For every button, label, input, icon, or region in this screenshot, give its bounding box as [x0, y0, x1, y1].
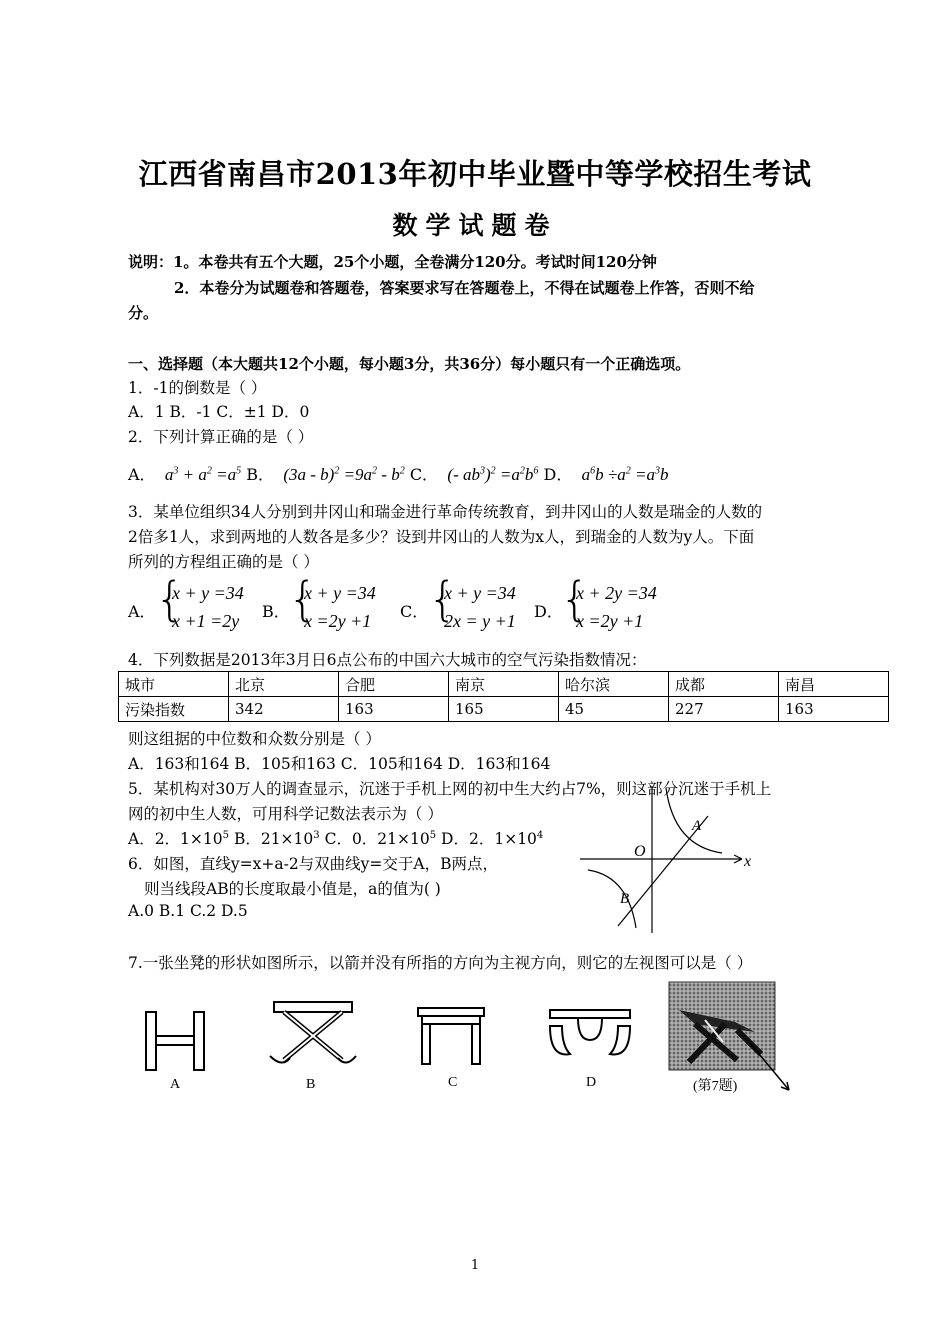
- table-cell: 163: [339, 697, 449, 722]
- exam-subtitle: 数学试题卷: [392, 211, 558, 240]
- q3-system-d: [576, 583, 657, 639]
- q3-label-c: C．: [400, 602, 429, 621]
- q7-view-c: [408, 994, 494, 1092]
- q3-label-a: A．: [128, 602, 156, 621]
- q3-a-eq1: x + y =34: [172, 583, 244, 603]
- instructions-line-2: 2．本卷分为试题卷和答题卷，答案要求写在答题卷上，不得在试题卷上作答，否则不给: [174, 279, 755, 297]
- q4-stem: 4．下列数据是2013年3月日6点公布的中国六大城市的空气污染指数情况：: [128, 651, 647, 669]
- q5-exp-d: 4: [536, 829, 544, 841]
- q3-b-eq2: x =2y +1: [304, 611, 372, 631]
- exam-title: 江西省南昌市2013年初中毕业暨中等学校招生考试: [138, 157, 812, 191]
- q3-a-eq2: x +1 =2y: [172, 611, 240, 631]
- q2-label-a: A．: [128, 465, 156, 484]
- q7-figure-caption: (第7题): [693, 1079, 738, 1094]
- q5-options: [128, 827, 543, 849]
- q7-stool-photo: [665, 980, 797, 1098]
- q3-label-d: D．: [534, 602, 563, 621]
- q3-brace-c: {: [428, 572, 458, 626]
- table-cell: 污染指数: [119, 697, 229, 722]
- q2-label-c: C．: [409, 465, 439, 484]
- q3-line-3: 所列的方程组正确的是（ ）: [128, 553, 319, 571]
- q3-brace-d: {: [560, 572, 590, 626]
- table-cell: 南昌: [779, 672, 889, 697]
- q3-brace-b: {: [288, 572, 318, 626]
- q4-options: A．163和164 B．105和163 C．105和164 D．163和164: [128, 755, 551, 773]
- q7-label-b: B: [306, 1077, 316, 1092]
- q7-view-b: [262, 988, 362, 1092]
- table-cell: 合肥: [339, 672, 449, 697]
- q7-label-c: C: [448, 1075, 458, 1090]
- q3-c-eq2: 2x = y +1: [444, 611, 516, 631]
- table-cell: 165: [449, 697, 559, 722]
- q6-line-1: 6．如图，直线y=x+a-2与双曲线y=交于A，B两点，: [128, 855, 499, 873]
- q3-line-1: 3．某单位组织34人分别到井冈山和瑞金进行革命传统教育，到井冈山的人数是瑞金的人数的: [128, 503, 763, 521]
- q1-stem: 1．-1的倒数是（ ）: [128, 379, 267, 397]
- q5-option-b: B．21×10: [229, 830, 314, 848]
- q7-view-d: [540, 996, 640, 1092]
- q7-label-a: A: [170, 1077, 181, 1092]
- q4-question: 则这组据的中位数和众数分别是（ ）: [128, 730, 381, 748]
- q5-line-1: 5．某机构对30万人的调查显示，沉迷于手机上网的初中生大约占7%，则这部分沉迷于手机上: [128, 780, 772, 798]
- q6-options: A.0 B.1 C.2 D.5: [128, 902, 248, 920]
- q5-exp-b: 3: [313, 829, 320, 841]
- q7-label-d: D: [586, 1075, 597, 1090]
- q5-option-a: A．2．1×10: [128, 830, 223, 848]
- q3-brace-a: {: [155, 572, 185, 626]
- q3-d-eq2: x =2y +1: [576, 611, 644, 631]
- pollution-table: [118, 671, 889, 722]
- instructions-line-3: 分。: [128, 304, 159, 322]
- q7-view-a: [130, 1000, 222, 1092]
- table-cell: 163: [779, 697, 889, 722]
- q3-line-2: 2倍多1人，求到两地的人数各是多少？设到井冈山的人数为x人，到瑞金的人数为y人。下面: [128, 528, 755, 546]
- q3-system-a: [172, 583, 244, 639]
- q5-line-2: 网的初中生人数，可用科学记数法表示为（ ）: [128, 805, 443, 823]
- q2-expr-d: $a^6b \div a^2 =a^3b$: [577, 465, 669, 484]
- q3-b-eq1: x + y =34: [304, 583, 376, 603]
- table-cell: 城市: [119, 672, 229, 697]
- section-1-heading: 一、选择题（本大题共12个小题，每小题3分，共36分）每小题只有一个正确选项。: [128, 355, 691, 373]
- q2-options: [128, 462, 669, 485]
- fig-origin-label: O: [634, 843, 646, 860]
- q5-option-c: C．0．21×10: [319, 830, 430, 848]
- table-cell: 342: [229, 697, 339, 722]
- q2-label-b: B．: [246, 465, 274, 484]
- q3-label-b: B．: [262, 602, 290, 621]
- q2-label-d: D．: [543, 465, 573, 484]
- q3-c-eq1: x + y =34: [444, 583, 516, 603]
- q3-system-c: [444, 583, 516, 639]
- q2-expr-c: (- $ab^3)^2 =a^2b^6$: [443, 465, 539, 484]
- q2-expr-a: $a^3 + a^2 =a^5$: [160, 465, 242, 484]
- table-cell: 227: [669, 697, 779, 722]
- q1-options: A．1 B．-1 C．±1 D．0: [128, 403, 310, 421]
- q2-stem: 2．下列计算正确的是（ ）: [128, 428, 314, 446]
- q7-stem: 7.一张坐凳的形状如图所示，以箭并没有所指的方向为主视方向，则它的左视图可以是（ ）: [128, 954, 753, 972]
- q5-option-d: D．2．1×10: [436, 830, 537, 848]
- table-cell: 哈尔滨: [559, 672, 669, 697]
- q5-exp-c: 5: [429, 829, 437, 841]
- fig-x-label: x: [744, 853, 752, 870]
- q2-expr-b: $(3a - b)^2 =9a^2 - b^2$: [279, 465, 405, 484]
- table-cell: 成都: [669, 672, 779, 697]
- table-row: [119, 697, 889, 722]
- q3-d-eq1: x + 2y =34: [576, 583, 657, 603]
- q6-line-2: 则当线段AB的长度取最小值是，a的值为( ): [144, 880, 441, 898]
- table-cell: 南京: [449, 672, 559, 697]
- instructions-line-1: 说明：1。本卷共有五个大题，25个小题，全卷满分120分。考试时间120分钟: [128, 253, 657, 271]
- fig-point-a: A: [692, 818, 702, 834]
- q5-exp-a: 5: [222, 829, 230, 841]
- fig-point-b: B: [620, 891, 630, 907]
- page-number: 1: [470, 1258, 480, 1273]
- q3-system-b: [304, 583, 376, 639]
- q6-figure: [570, 778, 760, 938]
- table-header-row: [119, 672, 889, 697]
- table-cell: 45: [559, 697, 669, 722]
- table-cell: 北京: [229, 672, 339, 697]
